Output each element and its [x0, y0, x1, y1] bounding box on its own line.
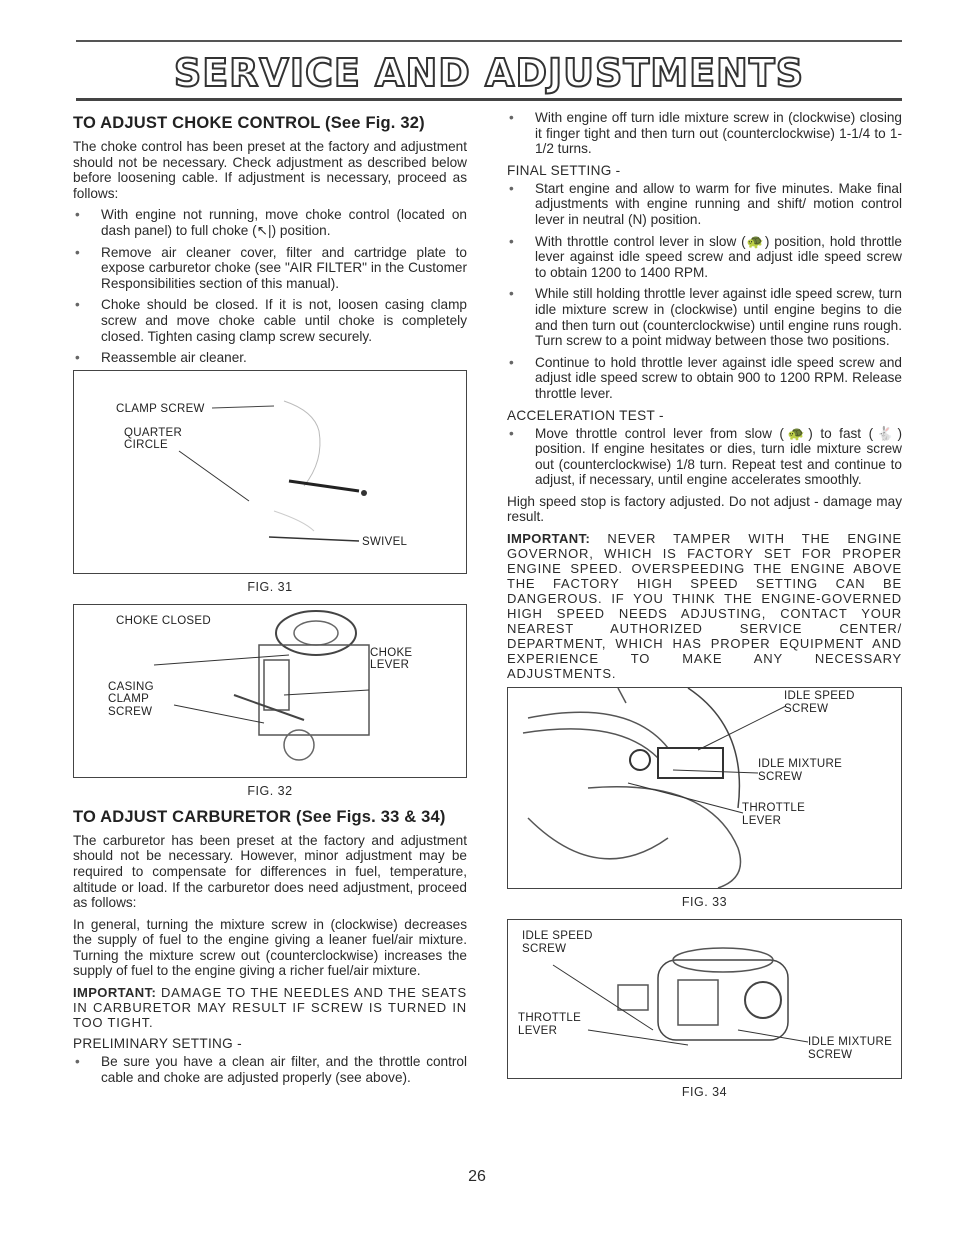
figure-32-caption: FIG. 32: [247, 783, 293, 798]
figure-33-illustration: [508, 688, 903, 890]
figure-33-caption: FIG. 33: [681, 895, 728, 910]
label-throttle-lever: THROTTLE LEVER: [518, 1012, 582, 1037]
label-idle-mixture-screw: IDLE MIXTURE SCREW: [808, 1036, 893, 1061]
label-throttle-lever: THROTTLE LEVER: [742, 802, 806, 827]
header-rule-top: [76, 40, 902, 42]
list-item: • With engine not running, move choke control (located on dash panel) to full choke (↖|) position.: [73, 207, 467, 238]
figure-34: [507, 919, 902, 1079]
important-label: IMPORTANT:: [73, 985, 157, 1001]
acceleration-test-steps: [507, 426, 902, 488]
high-speed-note: High speed stop is factory adjusted. Do not adjust - damage may result.: [507, 493, 902, 525]
acceleration-test-heading: ACCELERATION TEST -: [507, 407, 664, 423]
header-rule-bottom: [76, 98, 902, 101]
choke-steps: [73, 207, 467, 365]
page-title: SERVICE AND ADJUSTMENTS: [173, 51, 805, 95]
label-clamp-screw: CLAMP SCREW: [116, 402, 205, 415]
list-item: • Reassemble air cleaner.: [73, 350, 467, 366]
important-text: NEVER TAMPER WITH THE ENGINE GOVERNOR, WHICH IS FACTORY SET FOR PROPER ENGINE SPEED. OVERSPEEDING THE ENGINE ABOVE THE FACTORY HIGH SPEED SETTING CAN BE DANGEROUS. IF YOU THINK THE ENGINE-GOVERNED HIGH SPEED NEEDS ADJUSTING, CONTACT YOUR NEAREST AUTHORIZED SERVICE CENTER/ DEPARTMENT, WHICH HAS PROPER EQUIPMENT AND EXPERIENCE TO MAKE ANY NECESSARY ADJUSTMENTS.: [507, 531, 902, 682]
label-choke-closed: CHOKE CLOSED: [116, 614, 211, 627]
list-item: • Remove air cleaner cover, filter and cartridge plate to expose carburetor choke (see "AIR FILTER" in the Customer Responsibilities section of this manual).: [73, 245, 467, 292]
list-item: • Continue to hold throttle lever against idle speed screw and adjust idle speed screw to obtain 900 to 1200 RPM. Release throttle lever.: [507, 355, 902, 402]
carburetor-intro: The carburetor has been preset at the factory and adjustment should not be necessary. However, minor adjustment may be required to compensate for differences in fuel, temperature, altitude or load. If the carburetor does need adjustment, proceed as follows:: [73, 832, 467, 911]
carburetor-mixture-text: In general, turning the mixture screw in (clockwise) decreases the supply of fuel to the engine giving a leaner fuel/air mixture. Turning the mixture screw out (counterclockwise) increases the supply of fuel to the engine giving a richer fuel/air mixture.: [73, 916, 467, 979]
list-item: • With engine off turn idle mixture screw in (clockwise) closing it finger tight and then turn out (counterclockwise) 1-1/4 to 1-1/2 turns.: [507, 110, 902, 157]
choke-intro: The choke control has been preset at the factory and adjustment should not be necessary. Check adjustment as described below before loosening cable. If adjustment is necessary, proceed as follows:: [73, 139, 467, 201]
important-text: DAMAGE TO THE NEEDLES AND THE SEATS IN CARBURETOR MAY RESULT IF SCREW IS TURNED IN TOO TIGHT.: [73, 985, 467, 1031]
label-casing-clamp-screw: CASING CLAMP SCREW: [108, 680, 154, 718]
figure-31: [73, 370, 467, 574]
label-quarter-circle: QUARTER CIRCLE: [124, 426, 183, 452]
list-item: • With throttle control lever in slow (🐢) position, hold throttle lever against idle speed screw and adjust idle speed screw to obtain 1200 to 1400 RPM.: [507, 234, 902, 281]
figure-33: [507, 687, 902, 889]
important-label: IMPORTANT:: [507, 531, 591, 547]
right-column: [507, 110, 902, 1109]
list-item: • While still holding throttle lever against idle speed screw, turn idle mixture screw in (clockwise) until engine begins to die and then turn out (counterclockwise) until engine runs rough. Turn screw to a point midway between those two positions.: [507, 286, 902, 348]
list-item: • Start engine and allow to warm for five minutes. Make final adjustments with engine running and shift/ motion control lever in neutral (N) position.: [507, 181, 902, 228]
label-idle-mixture-screw: IDLE MIXTURE SCREW: [758, 758, 843, 783]
figure-32: [73, 604, 467, 778]
list-item: • Be sure you have a clean air filter, and the throttle control cable and choke are adjusted properly (see above).: [73, 1054, 467, 1085]
important-note-2: [507, 531, 902, 681]
important-note-1: [73, 985, 467, 1030]
label-choke-lever: CHOKE LEVER: [370, 646, 413, 672]
left-column: [73, 110, 467, 1091]
preliminary-heading: PRELIMINARY SETTING -: [73, 1036, 242, 1052]
final-setting-steps: [507, 181, 902, 402]
carburetor-heading: TO ADJUST CARBURETOR (See Figs. 33 & 34): [73, 807, 446, 826]
label-idle-speed-screw: IDLE SPEED SCREW: [784, 690, 855, 715]
page-number: 26: [468, 1168, 486, 1185]
choke-heading: TO ADJUST CHOKE CONTROL (See Fig. 32): [73, 114, 425, 132]
figure-31-caption: FIG. 31: [247, 579, 293, 594]
figure-34-caption: FIG. 34: [681, 1085, 728, 1100]
preliminary-steps-continued: [507, 110, 902, 157]
figure-31-illustration: [74, 371, 468, 575]
preliminary-steps: [73, 1054, 467, 1085]
label-swivel: SWIVEL: [362, 535, 408, 548]
label-idle-speed-screw: IDLE SPEED SCREW: [522, 930, 593, 955]
list-item: • Choke should be closed. If it is not, loosen casing clamp screw and move choke cable until choke is completely closed. Tighten casing clamp screw securely.: [73, 297, 467, 344]
list-item: • Move throttle control lever from slow (🐢) to fast (🐇) position. If engine hesitates or dies, turn idle mixture screw out (counterclockwise) 1/8 turn. Repeat test and continue to adjust, if necessary, until engine accelerates smoothly.: [507, 426, 902, 488]
final-setting-heading: FINAL SETTING -: [507, 162, 621, 178]
